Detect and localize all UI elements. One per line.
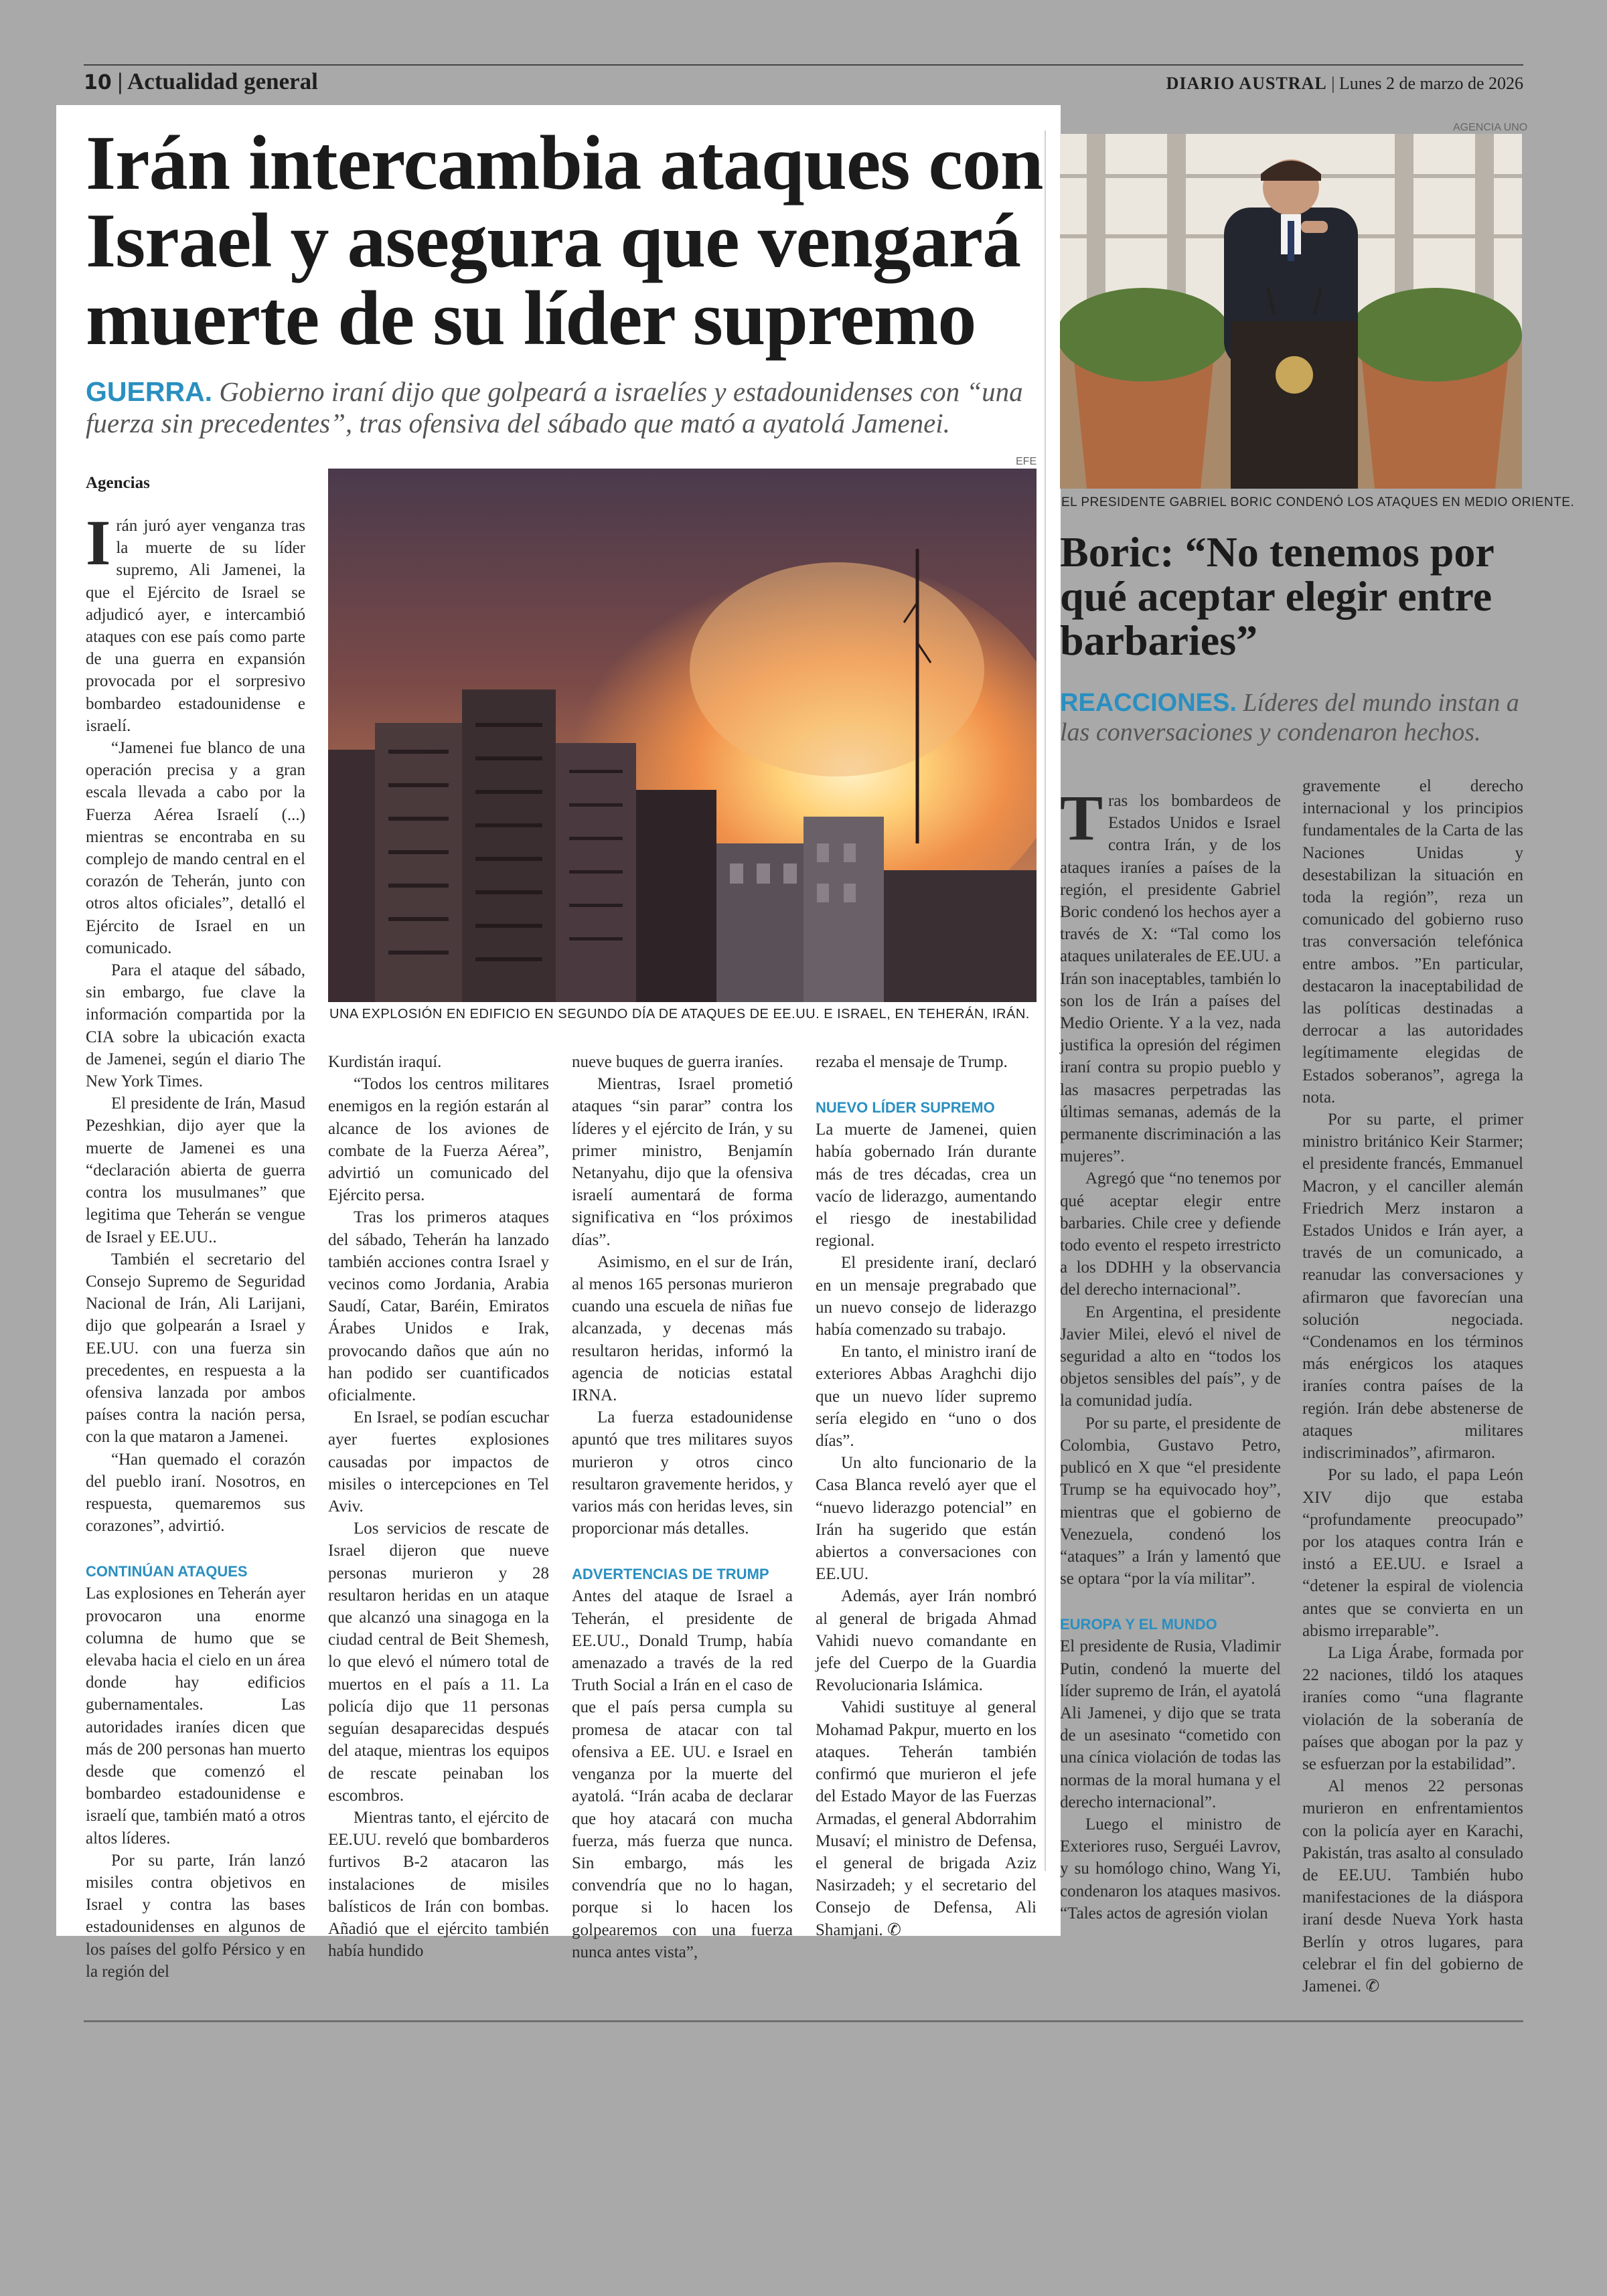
- paragraph: En tanto, el ministro iraní de exteriores Abbas Araghchi dijo que un nuevo líder supremo sería elegido en “uno o dos días”.: [816, 1343, 1037, 1451]
- boric-image: [1060, 134, 1522, 489]
- paragraph: Un alto funcionario de la Casa Blanca reveló ayer que el “nuevo liderazgo potencial” en Irán ha sugerido que están abiertos a conversaciones con EE.UU.: [816, 1454, 1037, 1584]
- footer-rule: [84, 2020, 1523, 2022]
- drop-cap: T: [1060, 782, 1103, 853]
- byline: Agencias: [86, 474, 150, 492]
- side-photo-caption: EL PRESIDENTE GABRIEL BORIC CONDENÓ LOS ATAQUES EN MEDIO ORIENTE.: [1061, 495, 1575, 509]
- paragraph: Para el ataque del sábado, sin embargo, fue clave la información compartida por la CIA sobre la ubicación exacta de Jamenei, según el diario The New York Times.: [86, 961, 305, 1091]
- paragraph: Los servicios de rescate de Israel dijeron que nueve personas murieron y 28 resultaron heridas en un ataque que alcanzó una sinagoga en la ciudad central de Beit Shemesh, lo que elevó el número total de muertos en el país a 11. La policía dijo que 11 personas seguían desaparecidas después del ataque, mientras los equipos de rescate peinaban los escombros.: [328, 1520, 549, 1805]
- paragraph: [816, 1696, 1037, 1941]
- paragraph: Luego el ministro de Exteriores ruso, Serguéi Lavrov, y su homólogo chino, Wang Yi, condenaron los ataques masivos. “Tales actos de agresión violan: [1060, 1815, 1281, 1922]
- paragraph: El presidente de Irán, Masud Pezeshkian, dijo ayer que la muerte de Jamenei es una “declaración abierta de guerra contra los musulmanes” que legitima que Teherán se vengue de Israel y EE.UU..: [86, 1094, 305, 1246]
- paragraph: Mientras tanto, el ejército de EE.UU. reveló que bombarderos furtivos B-2 atacaron las instalaciones de misiles balísticos de Irán con bombas. Añadió que el ejército también había hundido: [328, 1808, 549, 1961]
- paragraph: [1302, 1775, 1523, 1997]
- side-kicker: REACCIONES.: [1060, 689, 1237, 717]
- paragraph: rezaba el mensaje de Trump.: [816, 1053, 1008, 1071]
- paragraph-text: Al menos 22 personas murieron en enfrentamientos con la policía ayer en Karachi, Pakistán, tras asalto al consulado de EE.UU. También hubo manifestaciones de la diáspora iraní desde Nueva York hasta Berlín y otros lugares, para celebrar el fin del gobierno de Jamenei.: [1302, 1777, 1523, 1995]
- paragraph: Además, ayer Irán nombró al general de brigada Ahmad Vahidi nuevo comandante en jefe del Cuerpo de la Guardia Revolucionaria Islámica.: [816, 1587, 1037, 1695]
- main-column-4: [816, 1051, 1037, 1941]
- side-column-1: [1060, 782, 1281, 1924]
- main-column-3: [572, 1051, 793, 1963]
- paragraph: En Argentina, el presidente Javier Milei, elevó el nivel de seguridad a alto en “todos los objetos sensibles del país”, y de la comunidad judía.: [1060, 1303, 1281, 1410]
- explosion-photo: [328, 469, 1037, 1002]
- paragraph: “Han quemado el corazón del pueblo iraní. Nosotros, en respuesta, quemaremos sus corazones”, advirtió.: [86, 1450, 305, 1536]
- subheading-europa-y-el-mundo: EUROPA Y EL MUNDO: [1060, 1616, 1217, 1633]
- masthead-info: DIARIO AUSTRAL | Lunes 2 de marzo de 2026: [1166, 74, 1523, 93]
- main-photo-credit: EFE: [1016, 456, 1037, 467]
- main-column-1: [86, 507, 305, 1983]
- paragraph: Por su parte, el primer ministro británico Keir Starmer; el presidente francés, Emmanuel Macron, y el canciller alemán Friedrich Merz instaron a Estados Unidos e Irán ayer, a través de un comunicado, a reanudar las conversaciones y afirmaron que favorecían una solución negociada. “Condenamos en los términos más enérgicos los ataques iraníes contra países de la región. Irán debe abstenerse de ataques militares indiscriminados”, afirmaron.: [1302, 1111, 1523, 1463]
- paragraph: Tras los primeros ataques del sábado, Teherán ha lanzado también acciones contra Israel y vecinos como Jordania, Arabia Saudí, Catar, Baréin, Emiratos Árabes Unidos e Irak, provocando daños que aún no han podido ser cuantificados oficialmente.: [328, 1208, 549, 1405]
- drop-cap: I: [86, 507, 111, 578]
- side-deck-text: Líderes del mundo instan a las conversaciones y condenaron hechos.: [1060, 689, 1519, 746]
- paragraph: Mientras, Israel prometió ataques “sin parar” contra los líderes y el ejército de Irán, y su primer ministro, Benjamín Netanyahu, dijo que la ofensiva israelí aumentará de forma significativa en “los próximos días”.: [572, 1075, 793, 1249]
- paragraph: También el secretario del Consejo Supremo de Seguridad Nacional de Irán, Ali Larijani, dijo que golpearán a Israel y EE.UU. con una fuerza sin precedentes, en respuesta a la ofensiva lanzada por ambos países contra la nación persa, con la que mataron a Jamenei.: [86, 1250, 305, 1447]
- boric-photo: [1060, 134, 1522, 489]
- paragraph: Kurdistán iraquí.: [328, 1053, 442, 1071]
- page-section-label: 10 | Actualidad general: [84, 68, 318, 94]
- paragraph: Las explosiones en Teherán ayer provocaron una enorme columna de humo que se elevaba hacia el cielo en un área donde hay edificios gubernamentales. Las autoridades iraníes dicen que más de 200 personas han muerto desde que comenzó el bombardeo estadounidense e israelí que, también mató a otros altos líderes.: [86, 1584, 305, 1848]
- subheading-continuan-ataques: CONTINÚAN ATAQUES: [86, 1563, 248, 1580]
- end-mark-icon: ✆: [1365, 1977, 1380, 1995]
- main-deck: [86, 376, 1050, 439]
- paragraph: Antes del ataque de Israel a Teherán, el presidente de EE.UU., Donald Trump, había amenazado a través de la red Truth Social a Irán en el caso de que el país persa cumpla su promesa de atacar con tal ofensiva a EE. UU. e Israel en venganza por la muerte del ayatolá. “Irán acaba de declarar que hoy atacará con mucha fuerza, más fuerza que nunca. Sin embargo, más les convendría que no lo hagan, porque si lo hacen los golpearemos con una fuerza nunca antes vista”,: [572, 1587, 793, 1961]
- paragraph: El presidente de Rusia, Vladimir Putin, condenó la muerte del líder supremo de Irán, el ayatolá Ali Jamenei, y dijo que se trata de un asesinato “cometido con una cínica violación de todas las normas de la moral humana y el derecho internacional”.: [1060, 1637, 1281, 1811]
- lead-paragraph: [1060, 782, 1281, 1167]
- main-kicker: GUERRA.: [86, 376, 213, 407]
- paragraph: Por su parte, el presidente de Colombia, Gustavo Petro, publicó en X que “el presidente Trump se ha equivocado hoy”, mientras que el gobierno de Venezuela, condenó los “ataques” a Irán y lamentó que se optara “por la vía militar”.: [1060, 1414, 1281, 1588]
- lead-text: rán juró ayer venganza tras la muerte de su líder supremo, Ali Jamenei, la que el Ejército de Israel se adjudicó ayer, e intercambió ataques con ese país como parte de una guerra en expansión provocada por el sorpresivo bombardeo estadounidense e israelí.: [86, 517, 305, 735]
- explosion-image: [328, 469, 1037, 1002]
- paragraph: Agregó que “no tenemos por qué aceptar elegir entre barbaries. Chile cree y defiende todo evento el respeto irrestricto a los DDHH y la observancia del derecho internacional”.: [1060, 1169, 1281, 1299]
- subheading-advertencias-de-trump: ADVERTENCIAS DE TRUMP: [572, 1566, 769, 1583]
- paragraph: Por su parte, Irán lanzó misiles contra objetivos en Israel y contra las bases estadounidenses en algunos de los países del golfo Pérsico y en la región del: [86, 1851, 305, 1981]
- paragraph: El presidente iraní, declaró en un mensaje pregrabado que un nuevo consejo de liderazgo había comenzado su trabajo.: [816, 1254, 1037, 1339]
- side-headline: Boric: “No tenemos por qué aceptar elegir entre barbaries”: [1060, 528, 1494, 664]
- paragraph: Asimismo, en el sur de Irán, al menos 165 personas murieron cuando una escuela de niñas fue alcanzada, y decenas más resultaron heridas, informó la agencia de noticias estatal IRNA.: [572, 1252, 793, 1405]
- end-mark-icon: ✆: [887, 1920, 901, 1939]
- main-deck-text: Gobierno iraní dijo que golpeará a israelíes y estadounidenses con “una fuerza sin precedentes”, tras ofensiva del sábado que mató a ayatolá Jamenei.: [86, 376, 1023, 438]
- issue-date: Lunes 2 de marzo de 2026: [1338, 74, 1523, 93]
- lead-paragraph: [86, 507, 305, 737]
- paragraph: Por su lado, el papa León XIV dijo que estaba “profundamente preocupado” por los ataques contra Irán e instó a EE.UU. e Israel a “detener la espiral de violencia antes que se convierta en un abismo irreparable”.: [1302, 1466, 1523, 1640]
- subheading-nuevo-lider-supremo: NUEVO LÍDER SUPREMO: [816, 1099, 995, 1117]
- newspaper-name: DIARIO AUSTRAL: [1166, 74, 1327, 93]
- page-number: 10: [84, 71, 112, 94]
- main-column-2: [328, 1051, 549, 1962]
- paragraph: “Jamenei fue blanco de una operación precisa y a gran escala llevada a cabo por la Fuerza Aérea Israelí (...) mientras se encontraba en su complejo de mando central en el corazón de Teherán, junto con otros altos oficiales”, detalló el Ejército de Israel en un comunicado.: [86, 739, 305, 957]
- side-deck: [1060, 688, 1529, 747]
- page-header: [84, 64, 1523, 98]
- side-photo-credit: AGENCIA UNO: [1453, 122, 1528, 133]
- main-headline: Irán intercambia ataques con Israel y asegura que vengará muerte de su líder supremo: [86, 120, 1043, 361]
- main-photo-caption: UNA EXPLOSIÓN EN EDIFICIO EN SEGUNDO DÍA DE ATAQUES DE EE.UU. E ISRAEL, EN TEHERÁN, IRÁN.: [329, 1007, 1030, 1021]
- lead-text: ras los bombardeos de Estados Unidos e Israel contra Irán, y de los ataques iraníes a países de la región, el presidente Gabriel Boric condenó los hechos ayer a través de X: “Tal como los ataques unilaterales de EE.UU. a Irán son inaceptables, también lo son los de Irán a países del Medio Oriente. Y a la vez, nada justifica la opresión del régimen iraní contra su propio pueblo y las masacres perpetradas las últimas semanas, además de la permanente discriminación a las mujeres”.: [1060, 792, 1281, 1166]
- paragraph: nueve buques de guerra iraníes.: [572, 1053, 783, 1071]
- paragraph: La muerte de Jamenei, quien había gobernado Irán durante más de tres décadas, crea un vacío de liderazgo, aumentando el riesgo de inestabilidad regional.: [816, 1121, 1037, 1250]
- section-name: Actualidad general: [127, 68, 318, 94]
- paragraph-text: Vahidi sustituye al general Mohamad Pakpur, muerto en los ataques. Teherán también confirmó que murieron el jefe del Estado Mayor de las Fuerzas Armadas, el general Abdorrahim Musaví; el ministro de Defensa, el general de brigada Aziz Nasirzadeh; y el secretario del Consejo de Defensa, Ali Shamjani.: [816, 1698, 1037, 1939]
- side-column-2: [1302, 775, 1523, 1997]
- paragraph: “Todos los centros militares enemigos en la región estarán al alcance de los aviones de combate de la Fuerza Aérea”, advirtió un comunicado del Ejército persa.: [328, 1075, 549, 1205]
- paragraph: En Israel, se podían escuchar ayer fuertes explosiones causadas por impactos de misiles o intercepciones en Tel Aviv.: [328, 1408, 549, 1516]
- paragraph: gravemente el derecho internacional y los principios fundamentales de la Carta de las Naciones Unidas y desestabilizan la situación en toda la región”, reza un comunicado del gobierno ruso tras conversación telefónica entre ambos. ”En particular, destacaron la inaceptabilidad de las políticas destinadas a derrocar a las autoridades legítimamente elegidas de Estados soberanos”, agrega la nota.: [1302, 777, 1523, 1106]
- paragraph: La fuerza estadounidense apuntó que tres militares suyos murieron y otros cinco resultaron gravemente heridos, y varios más con heridas leves, sin proporcionar más detalles.: [572, 1408, 793, 1538]
- paragraph: La Liga Árabe, formada por 22 naciones, tildó los ataques iraníes como “una flagrante violación de la soberanía de países que abogan por la paz y se esfuerzan por la estabilidad”.: [1302, 1643, 1523, 1773]
